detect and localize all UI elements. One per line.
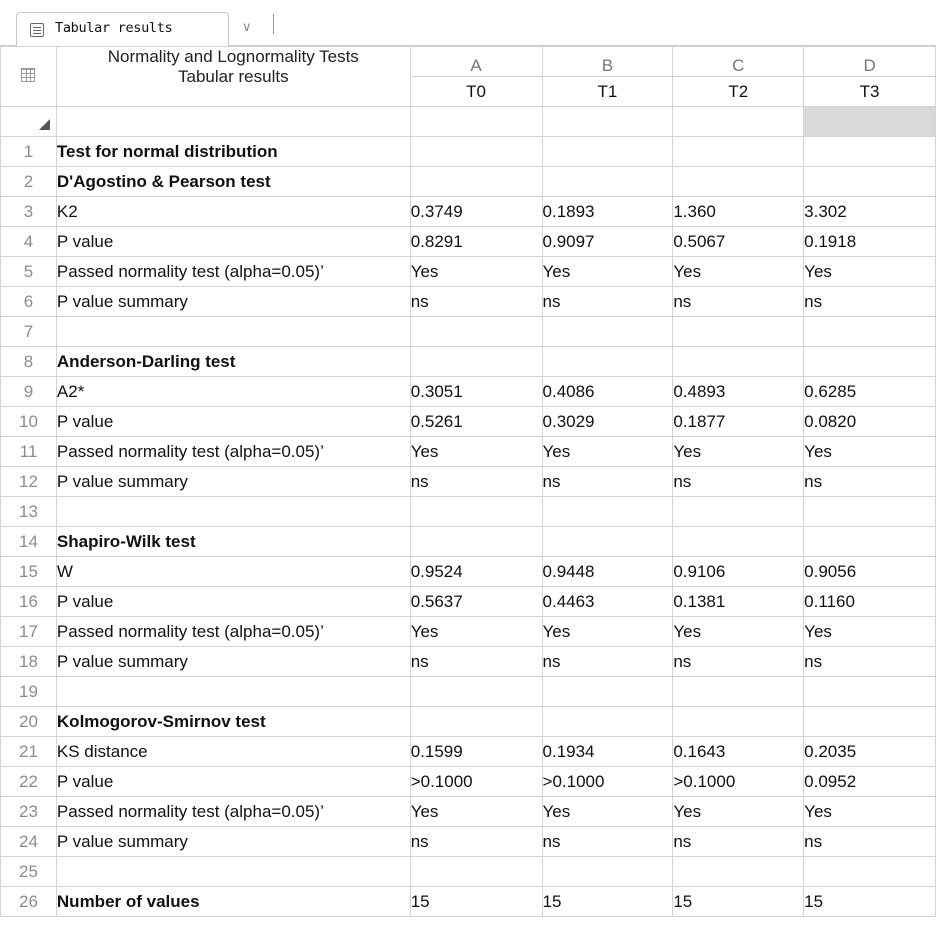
cell-c[interactable]: 1.360 <box>673 197 804 227</box>
cell-c[interactable]: Yes <box>673 257 804 287</box>
cell-d[interactable]: 15 <box>804 887 936 917</box>
cell-a[interactable]: ns <box>410 467 542 497</box>
cell-c[interactable]: 0.1643 <box>673 737 804 767</box>
cell-a[interactable]: ns <box>410 827 542 857</box>
cell-a[interactable]: 0.3051 <box>410 377 542 407</box>
row-number[interactable]: 17 <box>1 617 57 647</box>
cell-b[interactable]: 0.4086 <box>542 377 673 407</box>
table-row <box>1 167 936 197</box>
cell-c[interactable]: 15 <box>673 887 804 917</box>
cell-c[interactable] <box>673 317 804 347</box>
cell-b[interactable]: Yes <box>542 797 673 827</box>
row-label[interactable]: Passed normality test (alpha=0.05)’ <box>56 437 410 467</box>
cell-b[interactable] <box>542 857 673 887</box>
row-number[interactable]: 16 <box>1 587 57 617</box>
cell-d[interactable]: ns <box>804 827 936 857</box>
cell-d[interactable]: 0.2035 <box>804 737 936 767</box>
row-label[interactable] <box>56 857 410 887</box>
row-label[interactable]: Kolmogorov-Smirnov test <box>56 707 410 737</box>
cell-a[interactable]: Yes <box>410 797 542 827</box>
cell-b[interactable] <box>542 317 673 347</box>
grid-table-icon <box>21 68 35 82</box>
cell-d[interactable]: ns <box>804 647 936 677</box>
cell-a[interactable]: 0.9524 <box>410 557 542 587</box>
tab-separator <box>273 14 274 34</box>
cell-d[interactable]: 0.1160 <box>804 587 936 617</box>
cell-c[interactable]: ns <box>673 827 804 857</box>
cell-d[interactable] <box>804 347 936 377</box>
row-number[interactable]: 15 <box>1 557 57 587</box>
blank-header-cell[interactable] <box>56 107 410 137</box>
row-label[interactable]: P value <box>56 587 410 617</box>
table-title-line2: Tabular results <box>178 67 289 86</box>
cell-b[interactable]: 0.3029 <box>542 407 673 437</box>
row-label[interactable]: P value <box>56 227 410 257</box>
cell-c[interactable] <box>673 167 804 197</box>
cell-b[interactable]: ns <box>542 647 673 677</box>
table-row <box>1 737 936 767</box>
cell-d[interactable]: Yes <box>804 257 936 287</box>
cell-c[interactable]: 0.4893 <box>673 377 804 407</box>
chevron-down-icon[interactable]: ∨ <box>242 19 252 34</box>
row-number[interactable]: 6 <box>1 287 57 317</box>
corner-triangle-icon <box>39 119 50 130</box>
cell-c[interactable]: 0.9106 <box>673 557 804 587</box>
cell-c[interactable] <box>673 497 804 527</box>
cell-d[interactable] <box>804 167 936 197</box>
row-number[interactable]: 18 <box>1 647 57 677</box>
row-label[interactable]: P value summary <box>56 827 410 857</box>
table-title-line1: Normality and Lognormality Tests <box>107 47 359 66</box>
cell-c[interactable]: 0.5067 <box>673 227 804 257</box>
cell-b[interactable] <box>542 707 673 737</box>
row-number[interactable]: 24 <box>1 827 57 857</box>
blank-header-cell-d[interactable] <box>804 107 936 137</box>
row-label[interactable]: P value <box>56 767 410 797</box>
cell-b[interactable]: 0.1934 <box>542 737 673 767</box>
cell-a[interactable]: ns <box>410 287 542 317</box>
row-number[interactable]: 1 <box>1 137 57 167</box>
cell-d[interactable] <box>804 317 936 347</box>
table-row <box>1 587 936 617</box>
cell-b[interactable] <box>542 677 673 707</box>
grid-corner[interactable] <box>1 47 57 107</box>
row-number[interactable]: 8 <box>1 347 57 377</box>
row-number[interactable]: 19 <box>1 677 57 707</box>
cell-d[interactable] <box>804 677 936 707</box>
column-name-c[interactable]: T2 <box>673 77 804 107</box>
cell-a[interactable]: Yes <box>410 437 542 467</box>
cell-c[interactable]: >0.1000 <box>673 767 804 797</box>
row-label[interactable]: Passed normality test (alpha=0.05)’ <box>56 797 410 827</box>
cell-c[interactable] <box>673 137 804 167</box>
row-number[interactable]: 26 <box>1 887 57 917</box>
cell-a[interactable] <box>410 347 542 377</box>
column-name-a[interactable]: T0 <box>410 77 542 107</box>
cell-d[interactable] <box>804 707 936 737</box>
column-name-b[interactable]: T1 <box>542 77 673 107</box>
table-row <box>1 437 936 467</box>
cell-b[interactable] <box>542 527 673 557</box>
cell-d[interactable] <box>804 527 936 557</box>
cell-c[interactable] <box>673 527 804 557</box>
table-row <box>1 767 936 797</box>
cell-c[interactable]: 0.1381 <box>673 587 804 617</box>
row-label[interactable]: Shapiro-Wilk test <box>56 527 410 557</box>
table-row <box>1 407 936 437</box>
cell-c[interactable] <box>673 347 804 377</box>
row-label[interactable]: P value summary <box>56 287 410 317</box>
row-number[interactable]: 23 <box>1 797 57 827</box>
row-label[interactable]: Number of values <box>56 887 410 917</box>
column-letter-d[interactable]: D <box>804 47 936 77</box>
row-number[interactable]: 2 <box>1 167 57 197</box>
cell-b[interactable]: 15 <box>542 887 673 917</box>
cell-a[interactable]: Yes <box>410 257 542 287</box>
row-number[interactable]: 9 <box>1 377 57 407</box>
table-row <box>1 707 936 737</box>
tab-tabular-results[interactable] <box>16 12 229 46</box>
table-row <box>1 317 936 347</box>
cell-b[interactable]: ns <box>542 467 673 497</box>
cell-b[interactable]: 0.9448 <box>542 557 673 587</box>
cell-d[interactable]: ns <box>804 467 936 497</box>
row-label[interactable]: Test for normal distribution <box>56 137 410 167</box>
cell-b[interactable]: 0.9097 <box>542 227 673 257</box>
cell-d[interactable]: 0.1918 <box>804 227 936 257</box>
row-label[interactable] <box>56 677 410 707</box>
cell-c[interactable]: Yes <box>673 617 804 647</box>
row-number[interactable]: 14 <box>1 527 57 557</box>
results-table <box>0 46 936 917</box>
table-title <box>56 47 410 107</box>
cell-d[interactable]: 0.0952 <box>804 767 936 797</box>
table-row <box>1 347 936 377</box>
column-letter-a[interactable]: A <box>410 47 542 77</box>
table-row <box>1 137 936 167</box>
table-row <box>1 527 936 557</box>
row-label[interactable] <box>56 497 410 527</box>
cell-b[interactable]: ns <box>542 287 673 317</box>
row-number[interactable]: 11 <box>1 437 57 467</box>
row-number[interactable]: 21 <box>1 737 57 767</box>
table-row <box>1 887 936 917</box>
cell-b[interactable]: 0.1893 <box>542 197 673 227</box>
row-label[interactable]: D'Agostino & Pearson test <box>56 167 410 197</box>
table-row <box>1 797 936 827</box>
table-row <box>1 617 936 647</box>
cell-d[interactable]: Yes <box>804 797 936 827</box>
blank-header-cell-b[interactable] <box>542 107 673 137</box>
row-label[interactable]: Anderson-Darling test <box>56 347 410 377</box>
cell-c[interactable]: ns <box>673 287 804 317</box>
cell-d[interactable] <box>804 137 936 167</box>
select-all-corner[interactable] <box>1 107 57 137</box>
cell-b[interactable] <box>542 347 673 377</box>
row-number[interactable]: 12 <box>1 467 57 497</box>
row-label[interactable]: A2* <box>56 377 410 407</box>
tab-label: Tabular results <box>55 20 173 36</box>
table-row <box>1 677 936 707</box>
cell-c[interactable] <box>673 857 804 887</box>
row-label[interactable]: Passed normality test (alpha=0.05)’ <box>56 617 410 647</box>
table-row <box>1 557 936 587</box>
row-label[interactable]: P value summary <box>56 647 410 677</box>
cell-a[interactable]: 0.1599 <box>410 737 542 767</box>
cell-a[interactable] <box>410 677 542 707</box>
cell-a[interactable]: Yes <box>410 617 542 647</box>
cell-a[interactable] <box>410 317 542 347</box>
cell-c[interactable]: Yes <box>673 437 804 467</box>
cell-a[interactable]: 0.8291 <box>410 227 542 257</box>
cell-a[interactable]: 0.5261 <box>410 407 542 437</box>
column-name-d[interactable]: T3 <box>804 77 936 107</box>
table-row <box>1 287 936 317</box>
cell-a[interactable] <box>410 857 542 887</box>
table-sheet-icon <box>30 23 44 37</box>
cell-c[interactable]: 0.1877 <box>673 407 804 437</box>
table-row <box>1 377 936 407</box>
table-row <box>1 827 936 857</box>
row-number[interactable]: 10 <box>1 407 57 437</box>
cell-b[interactable]: ns <box>542 827 673 857</box>
cell-b[interactable]: >0.1000 <box>542 767 673 797</box>
row-label[interactable] <box>56 317 410 347</box>
cell-c[interactable]: Yes <box>673 797 804 827</box>
blank-header-cell-a[interactable] <box>410 107 542 137</box>
cell-d[interactable]: 0.9056 <box>804 557 936 587</box>
row-number[interactable]: 4 <box>1 227 57 257</box>
cell-b[interactable] <box>542 497 673 527</box>
cell-b[interactable]: Yes <box>542 617 673 647</box>
cell-b[interactable]: Yes <box>542 437 673 467</box>
row-number[interactable]: 3 <box>1 197 57 227</box>
row-number[interactable]: 25 <box>1 857 57 887</box>
cell-d[interactable] <box>804 497 936 527</box>
cell-d[interactable]: 0.6285 <box>804 377 936 407</box>
cell-c[interactable] <box>673 707 804 737</box>
cell-d[interactable]: Yes <box>804 617 936 647</box>
cell-a[interactable] <box>410 497 542 527</box>
row-label[interactable]: K2 <box>56 197 410 227</box>
row-number[interactable]: 20 <box>1 707 57 737</box>
cell-a[interactable] <box>410 137 542 167</box>
table-row <box>1 647 936 677</box>
cell-a[interactable]: ns <box>410 647 542 677</box>
cell-a[interactable]: >0.1000 <box>410 767 542 797</box>
table-row <box>1 257 936 287</box>
row-label[interactable]: P value summary <box>56 467 410 497</box>
blank-header-cell-c[interactable] <box>673 107 804 137</box>
cell-c[interactable]: ns <box>673 467 804 497</box>
row-number[interactable]: 5 <box>1 257 57 287</box>
column-letter-b[interactable]: B <box>542 47 673 77</box>
row-number[interactable]: 13 <box>1 497 57 527</box>
table-row <box>1 227 936 257</box>
cell-b[interactable]: 0.4463 <box>542 587 673 617</box>
row-label[interactable]: Passed normality test (alpha=0.05)’ <box>56 257 410 287</box>
cell-a[interactable]: 0.3749 <box>410 197 542 227</box>
cell-b[interactable]: Yes <box>542 257 673 287</box>
cell-a[interactable]: 15 <box>410 887 542 917</box>
table-row <box>1 857 936 887</box>
cell-b[interactable] <box>542 137 673 167</box>
row-label[interactable]: W <box>56 557 410 587</box>
cell-a[interactable] <box>410 167 542 197</box>
row-number[interactable]: 7 <box>1 317 57 347</box>
cell-b[interactable] <box>542 167 673 197</box>
cell-d[interactable]: 0.0820 <box>804 407 936 437</box>
table-row <box>1 497 936 527</box>
table-row <box>1 467 936 497</box>
cell-a[interactable] <box>410 527 542 557</box>
table-row <box>1 197 936 227</box>
cell-a[interactable]: 0.5637 <box>410 587 542 617</box>
cell-c[interactable] <box>673 677 804 707</box>
cell-d[interactable]: ns <box>804 287 936 317</box>
cell-d[interactable] <box>804 857 936 887</box>
cell-c[interactable]: ns <box>673 647 804 677</box>
cell-a[interactable] <box>410 707 542 737</box>
row-label[interactable]: P value <box>56 407 410 437</box>
row-label[interactable]: KS distance <box>56 737 410 767</box>
row-number[interactable]: 22 <box>1 767 57 797</box>
tab-bar <box>0 0 936 46</box>
column-letter-c[interactable]: C <box>673 47 804 77</box>
cell-d[interactable]: 3.302 <box>804 197 936 227</box>
cell-d[interactable]: Yes <box>804 437 936 467</box>
